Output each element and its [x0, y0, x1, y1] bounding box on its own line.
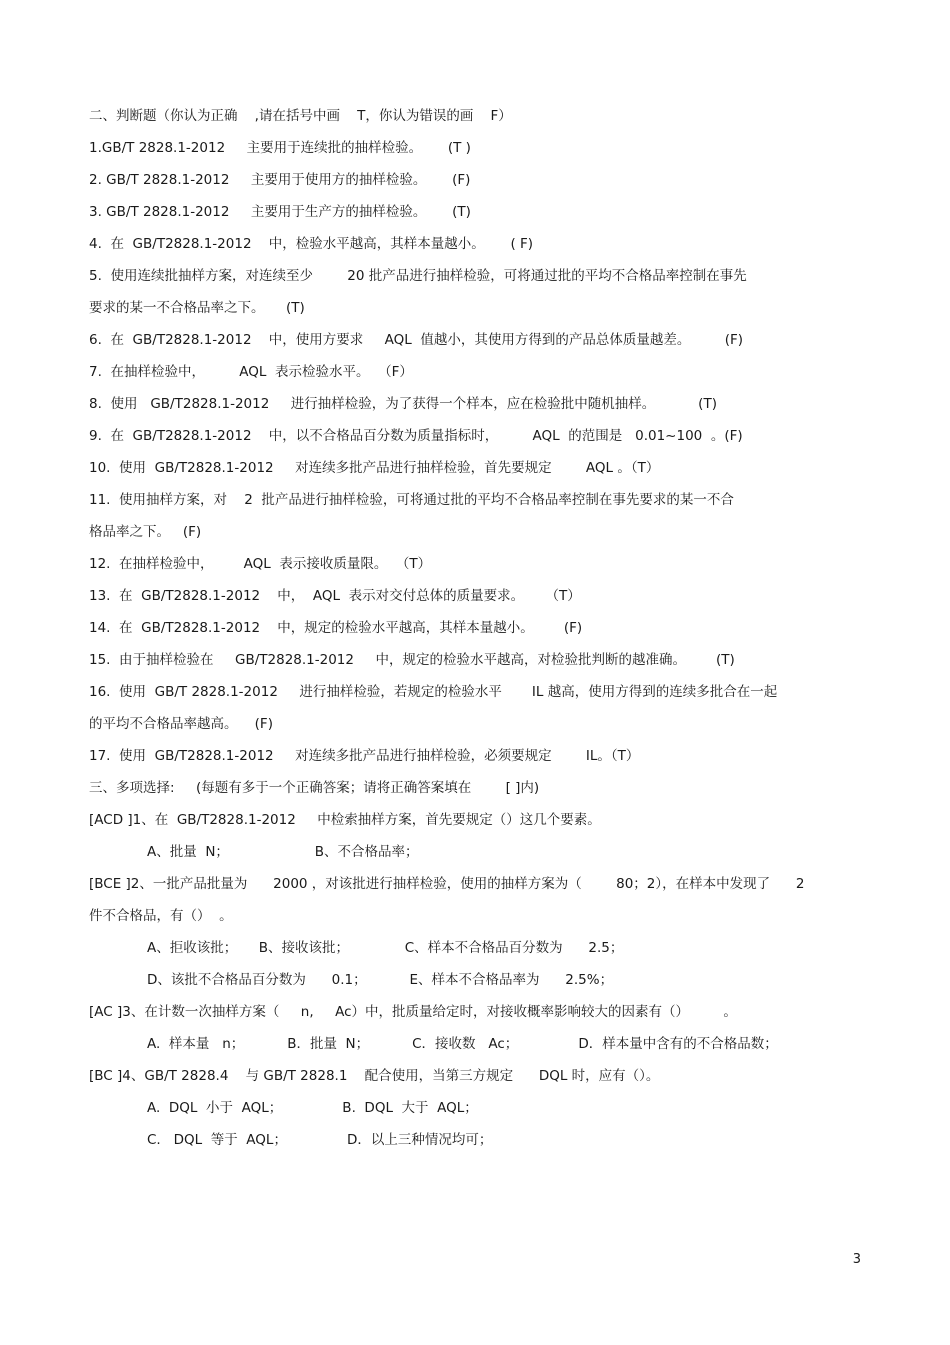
- mc-question: [BC ]4、GB/T 2828.4 与 GB/T 2828.1 配合使用，当第三方规定 DQL 时，应有（）。: [89, 1068, 660, 1084]
- question-item: 2. GB/T 2828.1-2012 主要用于使用方的抽样检验。 (F): [89, 172, 471, 188]
- question-item: 8. 使用 GB/T2828.1-2012 进行抽样检验，为了获得一个样本，应在检验批中随机抽样。 (T): [89, 396, 717, 412]
- question-item: 15. 由于抽样检验在 GB/T2828.1-2012 中，规定的检验水平越高，对检验批判断的越准确。 (T): [89, 652, 735, 668]
- question-item: 10. 使用 GB/T2828.1-2012 对连续多批产品进行抽样检验，首先要规定 AQL 。（T）: [89, 460, 660, 476]
- multiple-choice-list: [89, 804, 869, 1156]
- page-number: 3: [852, 1252, 861, 1267]
- question-item: 17. 使用 GB/T2828.1-2012 对连续多批产品进行抽样检验，必须要规定 IL。（T）: [89, 748, 640, 764]
- mc-question: [BCE ]2、一批产品批量为 2000 ，对该批进行抽样检验，使用的抽样方案为（ 80；2），在样本中发现了 2: [89, 876, 805, 892]
- question-item: 11. 使用抽样方案，对 2 批产品进行抽样检验，可将通过批的平均不合格品率控制在事先要求的某一不合: [89, 492, 734, 508]
- mc-options: A. DQL 小于 AQL； B. DQL 大于 AQL；: [147, 1100, 478, 1116]
- question-item: 14. 在 GB/T2828.1-2012 中，规定的检验水平越高，其样本量越小。 (F): [89, 620, 583, 636]
- question-item-continuation: 格品率之下。 (F): [89, 524, 202, 540]
- true-false-list: [89, 132, 869, 772]
- question-item-continuation: 的平均不合格品率越高。 (F): [89, 716, 273, 732]
- section-heading-true-false: 二、判断题（你认为正确 ,请在括号中画 T，你认为错误的画 F）: [89, 108, 512, 124]
- question-item: 9. 在 GB/T2828.1-2012 中，以不合格品百分数为质量指标时， AQL 的范围是 0.01~100 。(F): [89, 428, 743, 444]
- question-item: 7. 在抽样检验中， AQL 表示检验水平。 （F）: [89, 364, 413, 380]
- question-item: 13. 在 GB/T2828.1-2012 中， AQL 表示对交付总体的质量要求。 （T）: [89, 588, 581, 604]
- mc-options: D、该批不合格品百分数为 0.1； E、样本不合格品率为 2.5%；: [147, 972, 614, 988]
- question-item: 16. 使用 GB/T 2828.1-2012 进行抽样检验，若规定的检验水平 IL 越高，使用方得到的连续多批合在一起: [89, 684, 778, 700]
- question-item: 3. GB/T 2828.1-2012 主要用于生产方的抽样检验。 (T): [89, 204, 471, 220]
- mc-options: A、拒收该批； B、接收该批； C、样本不合格品百分数为 2.5；: [147, 940, 624, 956]
- document-body: [89, 100, 869, 1156]
- question-item: 5. 使用连续批抽样方案，对连续至少 20 批产品进行抽样检验，可将通过批的平均不合格品率控制在事先: [89, 268, 747, 284]
- question-item: 6. 在 GB/T2828.1-2012 中，使用方要求 AQL 值越小，其使用方得到的产品总体质量越差。 (F): [89, 332, 744, 348]
- mc-options: C. DQL 等于 AQL； D．以上三种情况均可；: [147, 1132, 493, 1148]
- question-item: 4. 在 GB/T2828.1-2012 中，检验水平越高，其样本量越小。 ( F): [89, 236, 534, 252]
- section-heading-multiple-choice: 三、多项选择: (每题有多于一个正确答案；请将正确答案填在 [ ]内): [89, 780, 540, 796]
- mc-question: [AC ]3、在计数一次抽样方案（ n, Ac）中，批质量给定时，对接收概率影响较大的因素有（） 。: [89, 1004, 737, 1020]
- mc-options: A. 样本量 n； B．批量 N； C．接收数 Ac； D．样本量中含有的不合格品数；: [147, 1036, 778, 1052]
- question-item: 12. 在抽样检验中， AQL 表示接收质量限。 （T）: [89, 556, 432, 572]
- question-item-continuation: 要求的某一不合格品率之下。 (T): [89, 300, 305, 316]
- mc-options: A、批量 N； B、不合格品率；: [147, 844, 419, 860]
- mc-question-continuation: 件不合格品，有（） 。: [89, 908, 233, 924]
- question-item: 1.GB/T 2828.1-2012 主要用于连续批的抽样检验。 (T ): [89, 140, 471, 156]
- mc-question: [ACD ]1、在 GB/T2828.1-2012 中检索抽样方案，首先要规定（）这几个要素。: [89, 812, 601, 828]
